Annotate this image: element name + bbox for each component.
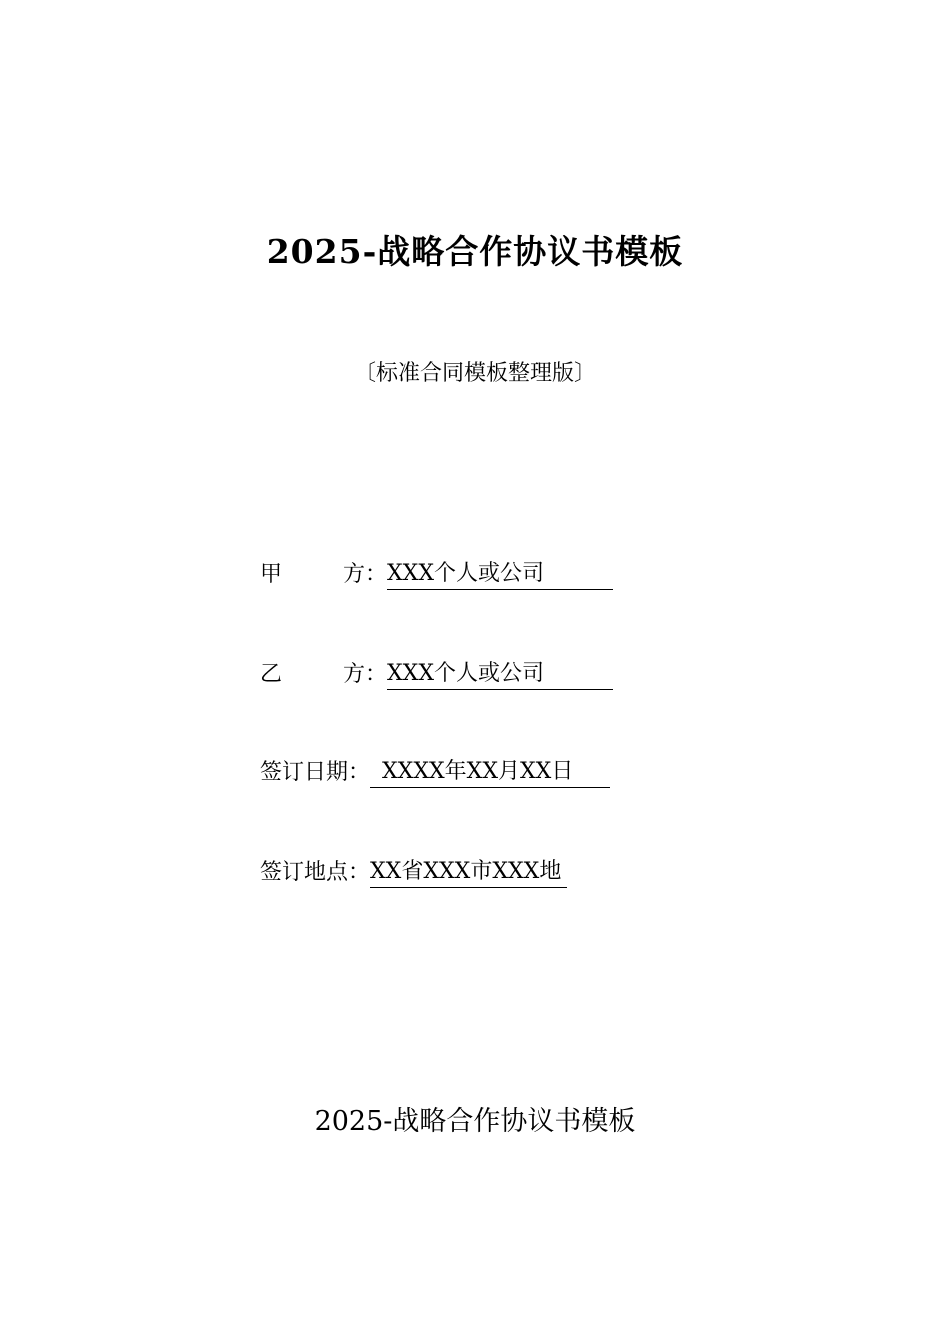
sign-date-value: XXXX年XX月XX日 bbox=[370, 756, 610, 788]
party-b-label bbox=[260, 658, 387, 692]
document-title: 2025-战略合作协议书模板 bbox=[266, 232, 684, 271]
party-a-label-char1: 甲 bbox=[260, 562, 283, 587]
party-a-field bbox=[260, 558, 613, 592]
party-b-field bbox=[260, 658, 613, 692]
sign-place-label: 签订地点： bbox=[260, 860, 371, 885]
party-b-value: XXX个人或公司 bbox=[387, 658, 613, 690]
sign-place-value: XX省XXX市XXX地 bbox=[370, 856, 567, 888]
sign-date-field bbox=[260, 756, 610, 790]
sign-place-field bbox=[260, 856, 567, 890]
party-a-label bbox=[260, 558, 387, 592]
party-b-label-char1: 乙 bbox=[260, 662, 283, 687]
document-subtitle: 〔标准合同模板整理版〕 bbox=[353, 361, 596, 386]
party-a-value: XXX个人或公司 bbox=[387, 558, 613, 590]
party-a-label-char2: 方： bbox=[342, 562, 387, 587]
party-b-label-char2: 方： bbox=[342, 662, 387, 687]
footer-title: 2025-战略合作协议书模板 bbox=[314, 1106, 636, 1137]
sign-date-label: 签订日期： bbox=[260, 760, 371, 785]
